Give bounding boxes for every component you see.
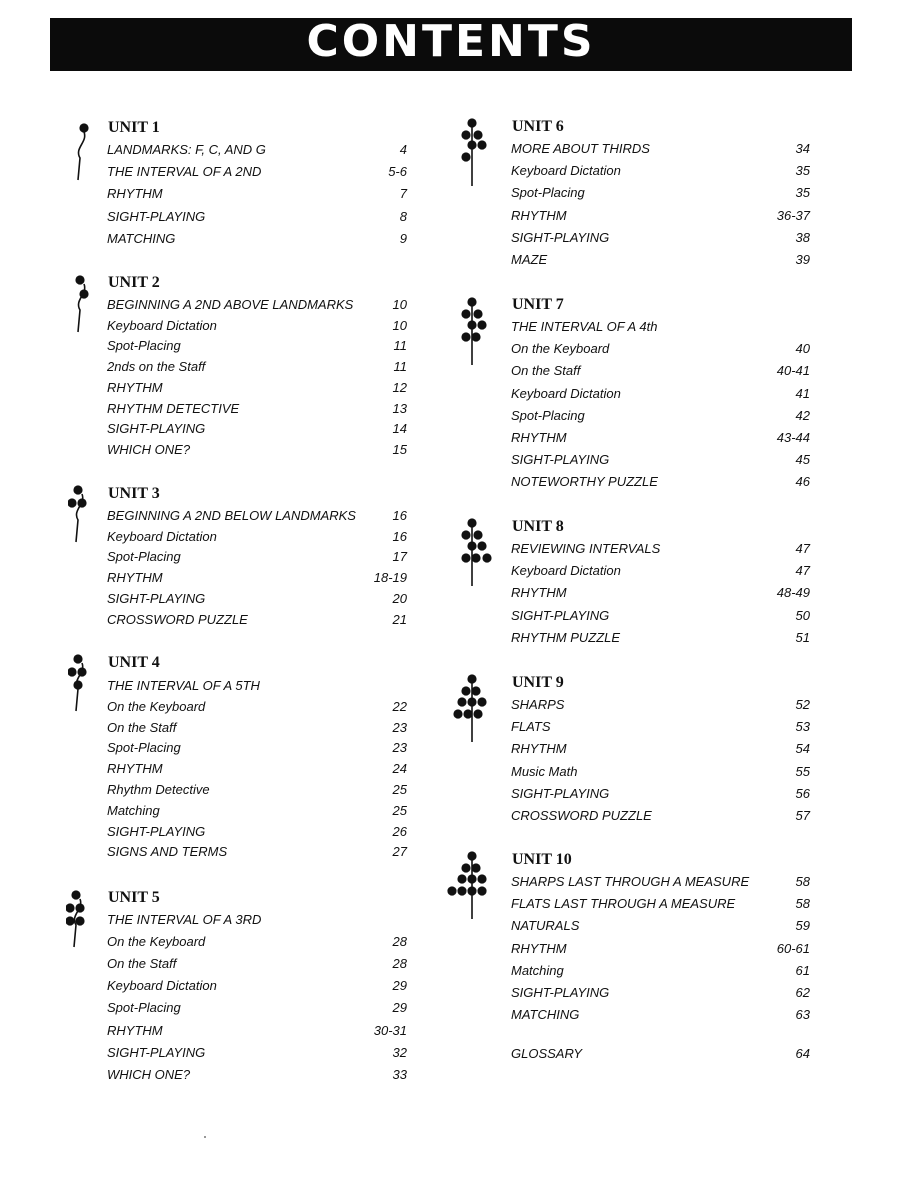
- toc-entry-page: 56: [795, 785, 810, 801]
- ten-note-stem-icon: [445, 851, 493, 923]
- icon-note-dot: [457, 886, 466, 895]
- toc-entry-label[interactable]: LANDMARKS: F, C, AND G: [107, 142, 266, 157]
- toc-entry-page: 17: [392, 549, 407, 565]
- icon-note-dot: [79, 123, 88, 132]
- icon-note-dot: [66, 903, 75, 912]
- unit-title: UNIT 6: [512, 118, 564, 135]
- toc-entry-label[interactable]: Matching: [511, 962, 564, 978]
- toc-entry-page: 63: [795, 1007, 810, 1023]
- contents-banner: [50, 18, 852, 71]
- page-title: CONTENTS: [306, 16, 596, 67]
- toc-entry-page: 51: [795, 629, 810, 645]
- icon-note-dot: [77, 498, 86, 507]
- toc-entry-page: 38: [795, 229, 810, 245]
- icon-note-dot: [447, 886, 456, 895]
- toc-entry-label[interactable]: RHYTHM: [511, 430, 567, 445]
- toc-entry-label[interactable]: RHYTHM: [511, 207, 567, 223]
- toc-entry-page: 47: [795, 563, 810, 579]
- toc-entry-label[interactable]: FLATS: [511, 719, 551, 735]
- toc-entry-page: 58: [795, 896, 810, 912]
- toc-entry-page: 52: [795, 697, 810, 712]
- toc-entry-label[interactable]: RHYTHM: [107, 1022, 163, 1038]
- icon-note-dot: [461, 332, 470, 341]
- toc-entry-label[interactable]: RHYTHM: [107, 761, 163, 777]
- toc-entry-label[interactable]: MAZE: [511, 252, 548, 267]
- icon-note-dot: [461, 152, 470, 161]
- toc-entry-label[interactable]: SHARPS LAST THROUGH A MEASURE: [511, 874, 750, 889]
- toc-entry-page: 43-44: [776, 430, 810, 445]
- toc-entry-page: 4: [399, 142, 407, 157]
- icon-note-dot: [477, 886, 486, 895]
- icon-note-dot: [467, 118, 476, 127]
- six-note-stem-icon: [460, 118, 492, 190]
- icon-note-dot: [66, 916, 75, 925]
- toc-entry-page: 15: [392, 441, 407, 457]
- toc-entry-page: 28: [392, 956, 407, 972]
- toc-entry-page: 30-31: [373, 1022, 407, 1038]
- toc-entry-label[interactable]: Keyboard Dictation: [511, 385, 621, 401]
- icon-note-dot: [467, 297, 476, 306]
- toc-entry-label[interactable]: SIGHT-PLAYING: [107, 208, 206, 224]
- toc-entry-label[interactable]: RHYTHM DETECTIVE: [107, 400, 240, 416]
- icon-note-dot: [467, 320, 476, 329]
- toc-entry-label[interactable]: On the Keyboard: [107, 934, 206, 950]
- toc-entry-page: 11: [393, 359, 407, 375]
- icon-note-dot: [457, 697, 466, 706]
- toc-entry-page: 18-19: [373, 570, 407, 586]
- eight-note-stem-icon: [460, 518, 492, 590]
- toc-entry-label[interactable]: SIGHT-PLAYING: [107, 421, 206, 437]
- toc-entry-label[interactable]: Spot-Placing: [107, 740, 181, 756]
- toc-entry-page: 27: [392, 844, 407, 860]
- toc-entry-page: 54: [795, 741, 810, 757]
- toc-entry-label[interactable]: Rhythm Detective: [107, 782, 210, 797]
- toc-entry-page: 26: [392, 823, 407, 839]
- toc-entry-label[interactable]: On the Staff: [107, 719, 177, 735]
- toc-entry-page: 60-61: [776, 940, 810, 956]
- unit-title: UNIT 3: [108, 485, 160, 502]
- icon-note-dot: [461, 686, 470, 695]
- icon-note-dot: [471, 332, 480, 341]
- toc-entry-label[interactable]: RHYTHM: [107, 570, 163, 586]
- icon-note-dot: [467, 886, 476, 895]
- toc-entry-page: 61: [795, 962, 810, 978]
- toc-entry-label[interactable]: REVIEWING INTERVALS: [511, 541, 661, 556]
- two-note-stem-icon: [70, 274, 102, 338]
- toc-entry-label[interactable]: BEGINNING A 2ND BELOW LANDMARKS: [107, 508, 356, 523]
- toc-entry-page: 40-41: [776, 363, 810, 379]
- toc-entry-page: 50: [795, 607, 810, 623]
- toc-entry-page: 20: [392, 590, 407, 606]
- icon-note-dot: [71, 890, 80, 899]
- toc-entry-page: 16: [392, 528, 407, 544]
- toc-entry-page: 9: [399, 230, 407, 246]
- seven-note-stem-icon: [460, 297, 492, 369]
- toc-entry-label[interactable]: 2nds on the Staff: [107, 359, 206, 375]
- icon-note-dot: [461, 530, 470, 539]
- toc-entry-page: 29: [392, 978, 407, 994]
- unit-title: UNIT 4: [108, 654, 160, 671]
- icon-note-dot: [461, 863, 470, 872]
- icon-note-dot: [77, 667, 86, 676]
- toc-entry-label[interactable]: MORE ABOUT THIRDS: [511, 141, 650, 156]
- toc-entry-page: 62: [795, 985, 810, 1000]
- toc-entry-page: 23: [392, 719, 407, 735]
- toc-entry-page: 25: [392, 782, 407, 797]
- toc-entry-label[interactable]: On the Staff: [511, 363, 581, 379]
- toc-entry-page: 57: [795, 808, 810, 823]
- toc-entry-page: 7: [399, 186, 407, 202]
- toc-entry-label[interactable]: RHYTHM: [107, 186, 163, 202]
- icon-note-dot: [467, 541, 476, 550]
- toc-entry-label[interactable]: On the Keyboard: [511, 341, 610, 357]
- icon-stem: [78, 132, 85, 180]
- icon-note-dot: [73, 654, 82, 663]
- icon-note-dot: [75, 903, 84, 912]
- toc-entry-page: 12: [392, 379, 407, 395]
- toc-entry-label[interactable]: THE INTERVAL OF A 5TH: [107, 678, 260, 693]
- toc-entry-page: 58: [795, 874, 810, 889]
- icon-note-dot: [68, 498, 77, 507]
- toc-entry-page: 14: [392, 421, 407, 437]
- unit-title: UNIT 10: [512, 851, 572, 868]
- toc-entry-page: 40: [795, 341, 810, 357]
- speck: [204, 1136, 206, 1138]
- toc-entry-label[interactable]: RHYTHM: [107, 379, 163, 395]
- unit-title: UNIT 9: [512, 674, 564, 691]
- unit-title: UNIT 7: [512, 296, 564, 313]
- glossary-page: 64: [795, 1046, 810, 1061]
- icon-note-dot: [473, 309, 482, 318]
- toc-entry-page: 24: [392, 761, 407, 777]
- toc-entry-label[interactable]: Spot-Placing: [511, 407, 585, 423]
- toc-entry-label[interactable]: RHYTHM: [511, 741, 567, 757]
- toc-entry-page: 32: [392, 1044, 407, 1060]
- icon-note-dot: [473, 530, 482, 539]
- toc-entry-page: 55: [795, 763, 810, 779]
- toc-entry-page: 10: [392, 297, 407, 312]
- toc-entry-label[interactable]: Spot-Placing: [107, 549, 181, 565]
- icon-note-dot: [68, 667, 77, 676]
- icon-note-dot: [471, 863, 480, 872]
- icon-note-dot: [467, 518, 476, 527]
- toc-entry-label[interactable]: CROSSWORD PUZZLE: [511, 808, 652, 823]
- toc-entry-page: 35: [795, 185, 810, 201]
- one-note-stem-icon: [70, 118, 102, 182]
- glossary-label[interactable]: GLOSSARY: [511, 1046, 583, 1061]
- toc-entry-label[interactable]: BEGINNING A 2ND ABOVE LANDMARKS: [107, 297, 354, 312]
- toc-entry-page: 8: [399, 208, 407, 224]
- toc-entry-label[interactable]: THE INTERVAL OF A 2ND: [107, 164, 262, 180]
- toc-entry-page: 22: [392, 698, 407, 714]
- icon-note-dot: [467, 874, 476, 883]
- toc-entry-page: 16: [392, 508, 407, 523]
- nine-note-stem-icon: [452, 674, 500, 746]
- toc-entry-page: 41: [795, 385, 810, 401]
- toc-entry-label[interactable]: RHYTHM PUZZLE: [511, 629, 621, 645]
- toc-entry-label[interactable]: Spot-Placing: [107, 1000, 181, 1016]
- toc-entry-page: 47: [795, 541, 810, 556]
- toc-entry-page: 10: [392, 317, 407, 333]
- toc-entry-page: 13: [392, 400, 407, 416]
- four-note-stem-icon: [68, 654, 100, 718]
- icon-note-dot: [73, 485, 82, 494]
- icon-note-dot: [467, 851, 476, 860]
- toc-entry-label[interactable]: SHARPS: [511, 697, 565, 712]
- toc-entry-label[interactable]: RHYTHM: [511, 940, 567, 956]
- icon-note-dot: [73, 680, 82, 689]
- toc-entry-page: 21: [392, 611, 407, 627]
- toc-entry-label[interactable]: Music Math: [511, 763, 578, 779]
- toc-entry-label[interactable]: MATCHING: [107, 230, 176, 246]
- icon-note-dot: [461, 309, 470, 318]
- toc-entry-page: 59: [795, 918, 810, 934]
- toc-entry-page: 39: [795, 252, 810, 267]
- toc-entry-label[interactable]: On the Keyboard: [107, 698, 206, 714]
- toc-entry-label[interactable]: SIGNS AND TERMS: [107, 844, 228, 860]
- toc-entry-page: 45: [795, 452, 810, 468]
- toc-entry-label[interactable]: MATCHING: [511, 1007, 580, 1023]
- toc-entry-label[interactable]: SIGHT-PLAYING: [511, 985, 610, 1000]
- icon-note-dot: [482, 553, 491, 562]
- icon-note-dot: [463, 709, 472, 718]
- toc-entry-label[interactable]: WHICH ONE?: [107, 1066, 191, 1082]
- toc-entry-label[interactable]: Spot-Placing: [107, 338, 181, 354]
- toc-entry-label[interactable]: Keyboard Dictation: [511, 563, 621, 579]
- toc-entry-page: 35: [795, 163, 810, 179]
- icon-note-dot: [477, 874, 486, 883]
- toc-entry-label[interactable]: SIGHT-PLAYING: [511, 229, 610, 245]
- toc-entry-page: 5-6: [388, 164, 407, 180]
- toc-entry-page: 34: [795, 141, 810, 156]
- icon-note-dot: [477, 320, 486, 329]
- icon-note-dot: [461, 553, 470, 562]
- toc-entry-page: 48-49: [776, 585, 810, 601]
- toc-entry-label[interactable]: Spot-Placing: [511, 185, 585, 201]
- five-note-stem-icon: [66, 890, 98, 954]
- toc-entry-label[interactable]: SIGHT-PLAYING: [511, 452, 610, 468]
- toc-entry-label[interactable]: NATURALS: [511, 918, 580, 934]
- unit-title: UNIT 8: [512, 518, 564, 535]
- toc-entry-page: 11: [393, 338, 407, 354]
- toc-entry-page: 28: [392, 934, 407, 950]
- toc-entry-label[interactable]: RHYTHM: [511, 585, 567, 601]
- toc-entry-label[interactable]: WHICH ONE?: [107, 441, 191, 457]
- icon-note-dot: [471, 553, 480, 562]
- toc-entry-label[interactable]: SIGHT-PLAYING: [107, 1044, 206, 1060]
- toc-entry-page: 33: [392, 1066, 407, 1082]
- toc-entry-label[interactable]: Keyboard Dictation: [107, 317, 217, 333]
- toc-entry-label[interactable]: THE INTERVAL OF A 4th: [511, 319, 658, 334]
- icon-note-dot: [467, 674, 476, 683]
- toc-entry-label[interactable]: CROSSWORD PUZZLE: [107, 611, 248, 627]
- toc-entry-label[interactable]: THE INTERVAL OF A 3RD: [107, 912, 262, 927]
- toc-entry-label[interactable]: On the Staff: [107, 956, 177, 972]
- icon-note-dot: [75, 916, 84, 925]
- toc-entry-page: 23: [392, 740, 407, 756]
- toc-entry-label[interactable]: NOTEWORTHY PUZZLE: [511, 474, 658, 490]
- icon-note-dot: [457, 874, 466, 883]
- toc-entry-label[interactable]: SIGHT-PLAYING: [511, 785, 610, 801]
- toc-entry-label[interactable]: Keyboard Dictation: [107, 978, 217, 994]
- icon-note-dot: [477, 140, 486, 149]
- icon-note-dot: [473, 130, 482, 139]
- three-note-stem-icon: [68, 485, 100, 549]
- toc-entry-page: 36-37: [776, 207, 810, 223]
- icon-note-dot: [473, 709, 482, 718]
- icon-note-dot: [467, 140, 476, 149]
- icon-note-dot: [477, 541, 486, 550]
- toc-entry-label[interactable]: Keyboard Dictation: [107, 528, 217, 544]
- toc-entry-page: 29: [392, 1000, 407, 1016]
- toc-entry-page: 25: [392, 802, 407, 818]
- unit-title: UNIT 1: [108, 119, 160, 136]
- icon-note-dot: [471, 686, 480, 695]
- unit-title: UNIT 5: [108, 889, 160, 906]
- unit-title: UNIT 2: [108, 274, 160, 291]
- icon-note-dot: [477, 697, 486, 706]
- toc-entry-page: 53: [795, 719, 810, 735]
- icon-note-dot: [467, 697, 476, 706]
- toc-entry-label[interactable]: SIGHT-PLAYING: [107, 590, 206, 606]
- toc-entry-page: 42: [795, 407, 810, 423]
- icon-note-dot: [79, 289, 88, 298]
- toc-entry-label[interactable]: SIGHT-PLAYING: [107, 823, 206, 839]
- toc-entry-label[interactable]: SIGHT-PLAYING: [511, 607, 610, 623]
- icon-note-dot: [75, 275, 84, 284]
- toc-entry-label[interactable]: Keyboard Dictation: [511, 163, 621, 179]
- toc-entry-label[interactable]: FLATS LAST THROUGH A MEASURE: [511, 896, 736, 912]
- icon-note-dot: [461, 130, 470, 139]
- icon-note-dot: [453, 709, 462, 718]
- toc-entry-label[interactable]: Matching: [107, 802, 160, 818]
- toc-entry-page: 46: [795, 474, 810, 490]
